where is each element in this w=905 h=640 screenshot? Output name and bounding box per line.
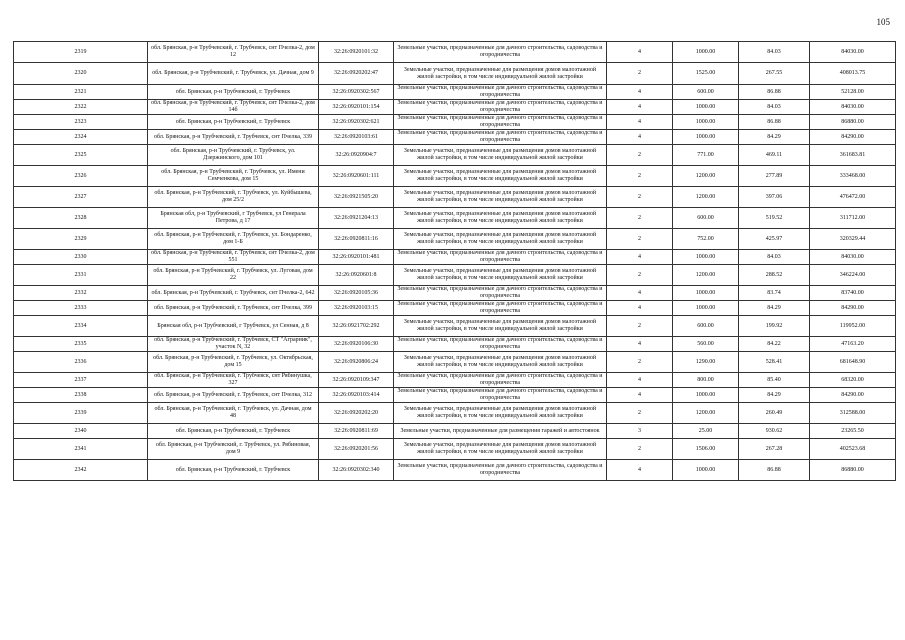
cadastral-value-cell: 320329.44 [810,229,896,250]
cadastral-number-cell: 32:26:0920811:16 [319,229,394,250]
specific-value-cell: 267.28 [739,439,810,460]
specific-value-cell: 84.03 [739,42,810,63]
address-cell: обл. Брянская, р-н Трубчевский, г. Трубчевск [148,460,319,481]
specific-value-cell: 469.11 [739,145,810,166]
area-cell: 1000.00 [673,286,739,301]
land-use-cell: Земельные участки, предназначенные для дачного строительства, садоводства и огородничества [394,250,607,265]
land-use-cell: Земельные участки, предназначенные для дачного строительства, садоводства и огородничества [394,100,607,115]
table-row [14,316,896,337]
specific-value-cell: 84.29 [739,130,810,145]
land-use-cell: Земельные участки, предназначенные для размещения домов малоэтажной жилой застройки, в том числе индивидуальной жилой застройки [394,208,607,229]
area-cell: 1200.00 [673,265,739,286]
cadastral-number-cell: 32:26:0920105:36 [319,286,394,301]
area-cell: 1000.00 [673,115,739,130]
group-cell: 4 [607,42,673,63]
group-cell: 4 [607,85,673,100]
land-use-cell: Земельные участки, предназначенные для дачного строительства, садоводства и огородничества [394,460,607,481]
cadastral-number-cell: 32:26:0920101:32 [319,42,394,63]
row-number-cell: 2326 [14,166,148,187]
cadastral-number-cell: 32:26:0920811:69 [319,424,394,439]
area-cell: 1200.00 [673,403,739,424]
address-cell: обл. Брянская, р-н Трубчевский, г. Трубчевск, ул. Дзержинского, дом 101 [148,145,319,166]
row-number-cell: 2335 [14,337,148,352]
area-cell: 1000.00 [673,42,739,63]
cadastral-value-cell: 86880.00 [810,460,896,481]
cadastral-number-cell: 32:26:0920103:414 [319,388,394,403]
land-use-cell: Земельные участки, предназначенные для размещения гаражей и автостоянок [394,424,607,439]
address-cell: обл. Брянская, р-н Трубчевский, г. Трубчевск, ул. Имени Семченкова, дом 15 [148,166,319,187]
cadastral-number-cell: 32:26:0921702:292 [319,316,394,337]
address-cell: обл. Брянская, р-н Трубчевский, г. Трубчевск [148,424,319,439]
address-cell: обл. Брянская, р-н Трубчевский, г. Трубчевск, ул. Рябиновая, дом 9 [148,439,319,460]
specific-value-cell: 86.88 [739,85,810,100]
group-cell: 2 [607,316,673,337]
group-cell: 4 [607,460,673,481]
address-cell: обл. Брянская, р-н Трубчевский, г. Трубчевск, ул. Луговая, дом 22 [148,265,319,286]
cadastral-value-cell: 84290.00 [810,130,896,145]
register-body [14,42,896,481]
cadastral-value-cell: 86880.00 [810,115,896,130]
land-use-cell: Земельные участки, предназначенные для размещения домов малоэтажной жилой застройки, в том числе индивидуальной жилой застройки [394,187,607,208]
group-cell: 3 [607,424,673,439]
area-cell: 771.00 [673,145,739,166]
land-use-cell: Земельные участки, предназначенные для размещения домов малоэтажной жилой застройки, в том числе индивидуальной жилой застройки [394,352,607,373]
address-cell: обл. Брянская, р-н Трубчевский, г. Трубчевск, снт Рябинушка, 327 [148,373,319,388]
row-number-cell: 2334 [14,316,148,337]
row-number-cell: 2342 [14,460,148,481]
specific-value-cell: 267.55 [739,63,810,85]
table-row [14,352,896,373]
area-cell: 1200.00 [673,166,739,187]
row-number-cell: 2333 [14,301,148,316]
group-cell: 4 [607,115,673,130]
group-cell: 4 [607,250,673,265]
cadastral-value-cell: 84030.00 [810,100,896,115]
group-cell: 2 [607,63,673,85]
land-use-cell: Земельные участки, предназначенные для размещения домов малоэтажной жилой застройки, в том числе индивидуальной жилой застройки [394,63,607,85]
table-row [14,145,896,166]
cadastral-number-cell: 32:26:0921505:20 [319,187,394,208]
specific-value-cell: 288.52 [739,265,810,286]
specific-value-cell: 85.40 [739,373,810,388]
cadastral-number-cell: 32:26:0920601:8 [319,265,394,286]
area-cell: 600.00 [673,208,739,229]
land-use-cell: Земельные участки, предназначенные для дачного строительства, садоводства и огородничества [394,286,607,301]
group-cell: 4 [607,337,673,352]
address-cell: Брянская обл, р-н Трубчевский, г Трубчевск, ул Сенная, д 8 [148,316,319,337]
cadastral-number-cell: 32:26:0920302:340 [319,460,394,481]
row-number-cell: 2319 [14,42,148,63]
row-number-cell: 2327 [14,187,148,208]
land-use-cell: Земельные участки, предназначенные для дачного строительства, садоводства и огородничества [394,373,607,388]
cadastral-value-cell: 23265.50 [810,424,896,439]
cadastral-number-cell: 32:26:0920302:567 [319,85,394,100]
land-register-table [13,41,896,481]
table-row [14,250,896,265]
specific-value-cell: 84.22 [739,337,810,352]
group-cell: 4 [607,130,673,145]
area-cell: 800.00 [673,373,739,388]
cadastral-number-cell: 32:26:0920103:15 [319,301,394,316]
address-cell: обл. Брянская, р-н Трубчевский, г. Трубчевск, ул. Бондаренко, дом 1-Б [148,229,319,250]
cadastral-value-cell: 83740.00 [810,286,896,301]
cadastral-number-cell: 32:26:0920302:621 [319,115,394,130]
address-cell: обл. Брянская, р-н Трубчевский, г. Трубчевск, снт Пчелка, 312 [148,388,319,403]
row-number-cell: 2340 [14,424,148,439]
table-row [14,337,896,352]
row-number-cell: 2341 [14,439,148,460]
table-row [14,373,896,388]
table-row [14,100,896,115]
table-row [14,439,896,460]
group-cell: 2 [607,145,673,166]
cadastral-value-cell: 84290.00 [810,301,896,316]
area-cell: 1000.00 [673,388,739,403]
address-cell: обл. Брянская, р-н Трубчевский, г. Трубчевск, снт Пчелка-2, 642 [148,286,319,301]
row-number-cell: 2321 [14,85,148,100]
address-cell: обл. Брянская, р-н Трубчевский, г. Трубчевск, снт Пчелка, 399 [148,301,319,316]
area-cell: 1000.00 [673,100,739,115]
cadastral-value-cell: 333468.00 [810,166,896,187]
cadastral-value-cell: 119952.00 [810,316,896,337]
address-cell: обл. Брянская, р-н Трубчевский, г. Трубчевск, ул. Куйбышева, дом 25/2 [148,187,319,208]
specific-value-cell: 84.29 [739,301,810,316]
cadastral-value-cell: 402523.68 [810,439,896,460]
table-row [14,63,896,85]
land-use-cell: Земельные участки, предназначенные для размещения домов малоэтажной жилой застройки, в том числе индивидуальной жилой застройки [394,316,607,337]
land-use-cell: Земельные участки, предназначенные для дачного строительства, садоводства и огородничества [394,301,607,316]
area-cell: 1200.00 [673,187,739,208]
group-cell: 4 [607,373,673,388]
area-cell: 600.00 [673,85,739,100]
table-row [14,187,896,208]
row-number-cell: 2324 [14,130,148,145]
cadastral-number-cell: 32:26:0920806:24 [319,352,394,373]
cadastral-number-cell: 32:26:0920103:61 [319,130,394,145]
row-number-cell: 2322 [14,100,148,115]
land-use-cell: Земельные участки, предназначенные для дачного строительства, садоводства и огородничества [394,115,607,130]
group-cell: 2 [607,166,673,187]
group-cell: 4 [607,286,673,301]
area-cell: 1290.00 [673,352,739,373]
land-use-cell: Земельные участки, предназначенные для дачного строительства, садоводства и огородничества [394,130,607,145]
land-use-cell: Земельные участки, предназначенные для размещения домов малоэтажной жилой застройки, в том числе индивидуальной жилой застройки [394,265,607,286]
cadastral-number-cell: 32:26:0920201:56 [319,439,394,460]
address-cell: обл. Брянская, р-н Трубчевский, г. Трубчевск, снт Пчелка-2, дом 12 [148,42,319,63]
cadastral-number-cell: 32:26:0920101:481 [319,250,394,265]
row-number-cell: 2330 [14,250,148,265]
specific-value-cell: 86.88 [739,115,810,130]
cadastral-number-cell: 32:26:0920106:30 [319,337,394,352]
specific-value-cell: 930.62 [739,424,810,439]
row-number-cell: 2323 [14,115,148,130]
address-cell: обл. Брянская, р-н Трубчевский, г. Трубчевск, снт Пчелка-2, дом 551 [148,250,319,265]
group-cell: 2 [607,187,673,208]
table-row [14,208,896,229]
cadastral-value-cell: 408013.75 [810,63,896,85]
specific-value-cell: 84.29 [739,388,810,403]
group-cell: 2 [607,229,673,250]
row-number-cell: 2339 [14,403,148,424]
group-cell: 2 [607,403,673,424]
specific-value-cell: 425.97 [739,229,810,250]
specific-value-cell: 199.92 [739,316,810,337]
cadastral-value-cell: 312588.00 [810,403,896,424]
specific-value-cell: 86.88 [739,460,810,481]
cadastral-value-cell: 47163.20 [810,337,896,352]
land-use-cell: Земельные участки, предназначенные для размещения домов малоэтажной жилой застройки, в том числе индивидуальной жилой застройки [394,145,607,166]
table-row [14,403,896,424]
group-cell: 4 [607,388,673,403]
cadastral-number-cell: 32:26:0920904:7 [319,145,394,166]
cadastral-value-cell: 476472.00 [810,187,896,208]
group-cell: 2 [607,265,673,286]
cadastral-value-cell: 311712.00 [810,208,896,229]
table-row [14,460,896,481]
land-use-cell: Земельные участки, предназначенные для дачного строительства, садоводства и огородничества [394,42,607,63]
group-cell: 4 [607,301,673,316]
address-cell: обл. Брянская, р-н Трубчевский, г. Трубчевск, снт Пчелка-2, дом 14б [148,100,319,115]
specific-value-cell: 519.52 [739,208,810,229]
row-number-cell: 2328 [14,208,148,229]
group-cell: 2 [607,352,673,373]
table-row [14,85,896,100]
cadastral-value-cell: 84030.00 [810,42,896,63]
cadastral-value-cell: 346224.00 [810,265,896,286]
specific-value-cell: 277.89 [739,166,810,187]
row-number-cell: 2329 [14,229,148,250]
land-use-cell: Земельные участки, предназначенные для размещения домов малоэтажной жилой застройки, в том числе индивидуальной жилой застройки [394,229,607,250]
table-row [14,166,896,187]
cadastral-value-cell: 84290.00 [810,388,896,403]
address-cell: обл. Брянская, р-н Трубчевский, г. Трубчевск, ул. Дачная, дом 48 [148,403,319,424]
cadastral-number-cell: 32:26:0921204:13 [319,208,394,229]
land-use-cell: Земельные участки, предназначенные для размещения домов малоэтажной жилой застройки, в том числе индивидуальной жилой застройки [394,439,607,460]
cadastral-number-cell: 32:26:0920601:111 [319,166,394,187]
area-cell: 560.00 [673,337,739,352]
row-number-cell: 2325 [14,145,148,166]
specific-value-cell: 83.74 [739,286,810,301]
cadastral-number-cell: 32:26:0920202:20 [319,403,394,424]
specific-value-cell: 260.49 [739,403,810,424]
area-cell: 1000.00 [673,301,739,316]
table-row [14,286,896,301]
cadastral-number-cell: 32:26:0920202:47 [319,63,394,85]
table-row [14,424,896,439]
table-row [14,229,896,250]
group-cell: 2 [607,208,673,229]
cadastral-number-cell: 32:26:0920101:154 [319,100,394,115]
table-row [14,265,896,286]
specific-value-cell: 397.06 [739,187,810,208]
area-cell: 1525.00 [673,63,739,85]
group-cell: 2 [607,439,673,460]
area-cell: 600.00 [673,316,739,337]
land-use-cell: Земельные участки, предназначенные для размещения домов малоэтажной жилой застройки, в том числе индивидуальной жилой застройки [394,403,607,424]
cadastral-value-cell: 361683.81 [810,145,896,166]
specific-value-cell: 84.03 [739,250,810,265]
cadastral-value-cell: 681648.90 [810,352,896,373]
address-cell: обл. Брянская, р-н Трубчевский, г. Трубчевск [148,85,319,100]
land-use-cell: Земельные участки, предназначенные для дачного строительства, садоводства и огородничества [394,85,607,100]
address-cell: Брянская обл, р-н Трубчевский, г Трубчевск, ул Генерала Петрова, д 17 [148,208,319,229]
address-cell: обл. Брянская, р-н Трубчевский, г. Трубчевск, ул. Дачная, дом 9 [148,63,319,85]
land-use-cell: Земельные участки, предназначенные для размещения домов малоэтажной жилой застройки, в том числе индивидуальной жилой застройки [394,166,607,187]
row-number-cell: 2337 [14,373,148,388]
cadastral-value-cell: 68320.00 [810,373,896,388]
area-cell: 1000.00 [673,250,739,265]
area-cell: 1000.00 [673,460,739,481]
address-cell: обл. Брянская, р-н Трубчевский, г. Трубчевск, СТ "Аграрник", участок N, 32 [148,337,319,352]
table-row [14,301,896,316]
area-cell: 25.00 [673,424,739,439]
specific-value-cell: 528.41 [739,352,810,373]
page-number: 105 [876,17,890,27]
address-cell: обл. Брянская, р-н Трубчевский, г. Трубчевск, снт Пчелка, 339 [148,130,319,145]
specific-value-cell: 84.03 [739,100,810,115]
row-number-cell: 2336 [14,352,148,373]
row-number-cell: 2332 [14,286,148,301]
table-row [14,115,896,130]
cadastral-value-cell: 52128.00 [810,85,896,100]
table-row [14,388,896,403]
group-cell: 4 [607,100,673,115]
area-cell: 752.00 [673,229,739,250]
address-cell: обл. Брянская, р-н Трубчевский, г. Трубчевск [148,115,319,130]
cadastral-number-cell: 32:26:0920109:347 [319,373,394,388]
table-row [14,42,896,63]
area-cell: 1000.00 [673,130,739,145]
area-cell: 1506.00 [673,439,739,460]
address-cell: обл. Брянская, р-н Трубчевский, г. Трубчевск, ул. Октябрьская, дом 15 [148,352,319,373]
row-number-cell: 2320 [14,63,148,85]
land-use-cell: Земельные участки, предназначенные для дачного строительства, садоводства и огородничества [394,337,607,352]
row-number-cell: 2331 [14,265,148,286]
row-number-cell: 2338 [14,388,148,403]
cadastral-value-cell: 84030.00 [810,250,896,265]
land-use-cell: Земельные участки, предназначенные для дачного строительства, садоводства и огородничества [394,388,607,403]
table-row [14,130,896,145]
